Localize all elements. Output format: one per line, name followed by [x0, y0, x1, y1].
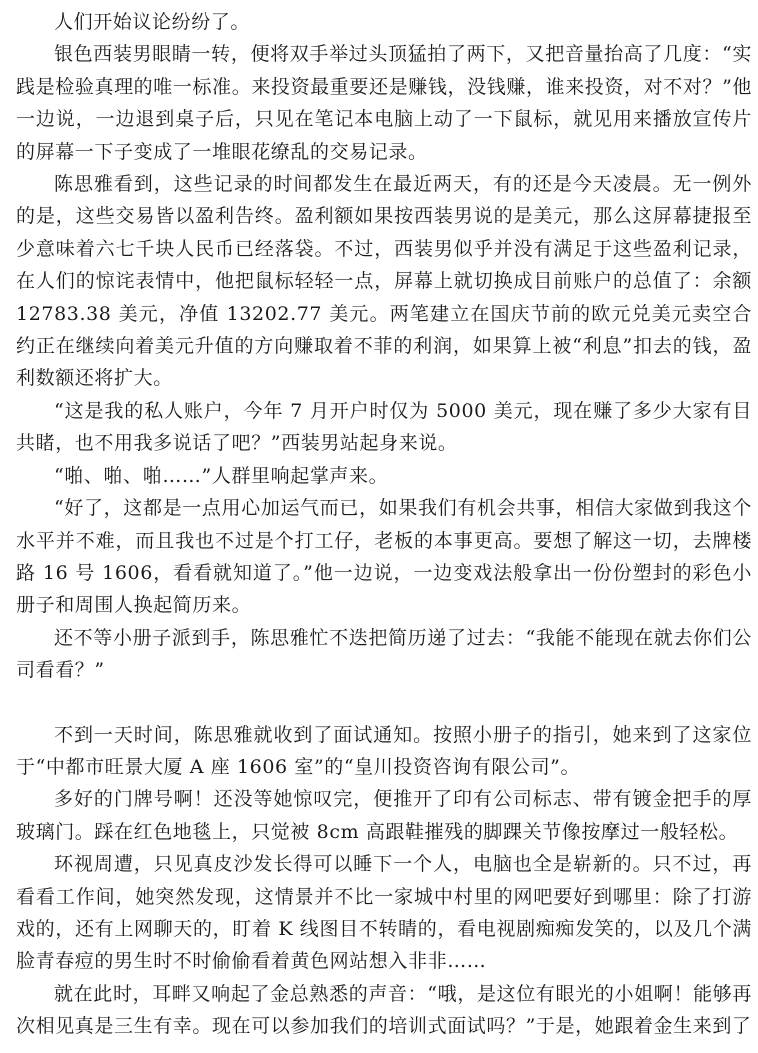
paragraph: 陈思雅看到，这些记录的时间都发生在最近两天，有的还是今天凌晨。无一例外的是，这些交易皆以盈利告终。盈利额如果按西装男说的是美元，那么这屏幕捷报至少意味着六七千块人民币已经落袋。不过，西装男似乎并没有满足于这些盈利记录，在人们的惊诧表情中，他把鼠标轻轻一点，屏幕上就切换成目前账户的总值了：余额 12783.38 美元，净值 13202.77 美元。两笔建立在国庆节前的欧元兑美元卖空合约正在继续向着美元升值的方向赚取着不菲的利润，如果算上被“利息”扣去的钱，盈利数额还将扩大。: [16, 173, 752, 390]
paragraph: 还不等小册子派到手，陈思雅忙不迭把简历递了过去：“我能不能现在就去你们公司看看？”: [16, 626, 752, 682]
paragraph: 人们开始议论纷纷了。: [54, 11, 251, 33]
paragraph: 银色西装男眼睛一转，便将双手举过头顶猛拍了两下，又把音量抬高了几度：“实践是检验真理的唯一标准。来投资最重要还是赚钱，没钱赚，谁来投资，对不对？”他一边说，一边退到桌子后，只见在笔记本电脑上动了一下鼠标，就见用来播放宣传片的屏幕一下子变成了一堆眼花缭乱的交易记录。: [16, 43, 752, 163]
document-page: [16, 6, 752, 1043]
paragraph: “这是我的私人账户，今年 7 月开户时仅为 5000 美元，现在赚了多少大家有目共睹，也不用我多说话了吧？”西装男站起身来说。: [16, 399, 752, 455]
section-break: [16, 687, 752, 719]
paragraph: “啪、啪、啪……”人群里响起掌声来。: [54, 464, 389, 487]
paragraph: 不到一天时间，陈思雅就收到了面试通知。按照小册子的指引，她来到了这家位于“中都市旺景大厦 A 座 1606 室”的“皇川投资咨询有限公司”。: [16, 723, 752, 778]
paragraph: 环视周遭，只见真皮沙发长得可以睡下一个人，电脑也全是崭新的。只不过，再看看工作间，她突然发现，这情景并不比一家城中村里的网吧要好到哪里：除了打游戏的，还有上网聊天的，盯着 K 线图目不转睛的，看电视剧痴痴发笑的，以及几个满脸青春痘的男生时不时偷偷看着黄色网站想入非非……: [16, 853, 752, 973]
paragraph: 就在此时，耳畔又响起了金总熟悉的声音：“哦，是这位有眼光的小姐啊！能够再次相见真是三生有幸。现在可以参加我们的培训式面试吗？”于是，她跟着金生来到了: [16, 982, 752, 1038]
paragraph: “好了，这都是一点用心加运气而已，如果我们有机会共事，相信大家做到我这个水平并不难，而且我也不过是个打工仔，老板的本事更高。要想了解这一切，去牌楼路 16 号 1606，看看就知道了。”他一边说，一边变戏法般拿出一份份塑封的彩色小册子和周围人换起简历来。: [16, 497, 752, 617]
paragraph: 多好的门牌号啊！还没等她惊叹完，便推开了印有公司标志、带有镀金把手的厚玻璃门。踩在红色地毯上，只觉被 8cm 高跟鞋摧残的脚踝关节像按摩过一般轻松。: [16, 788, 752, 843]
